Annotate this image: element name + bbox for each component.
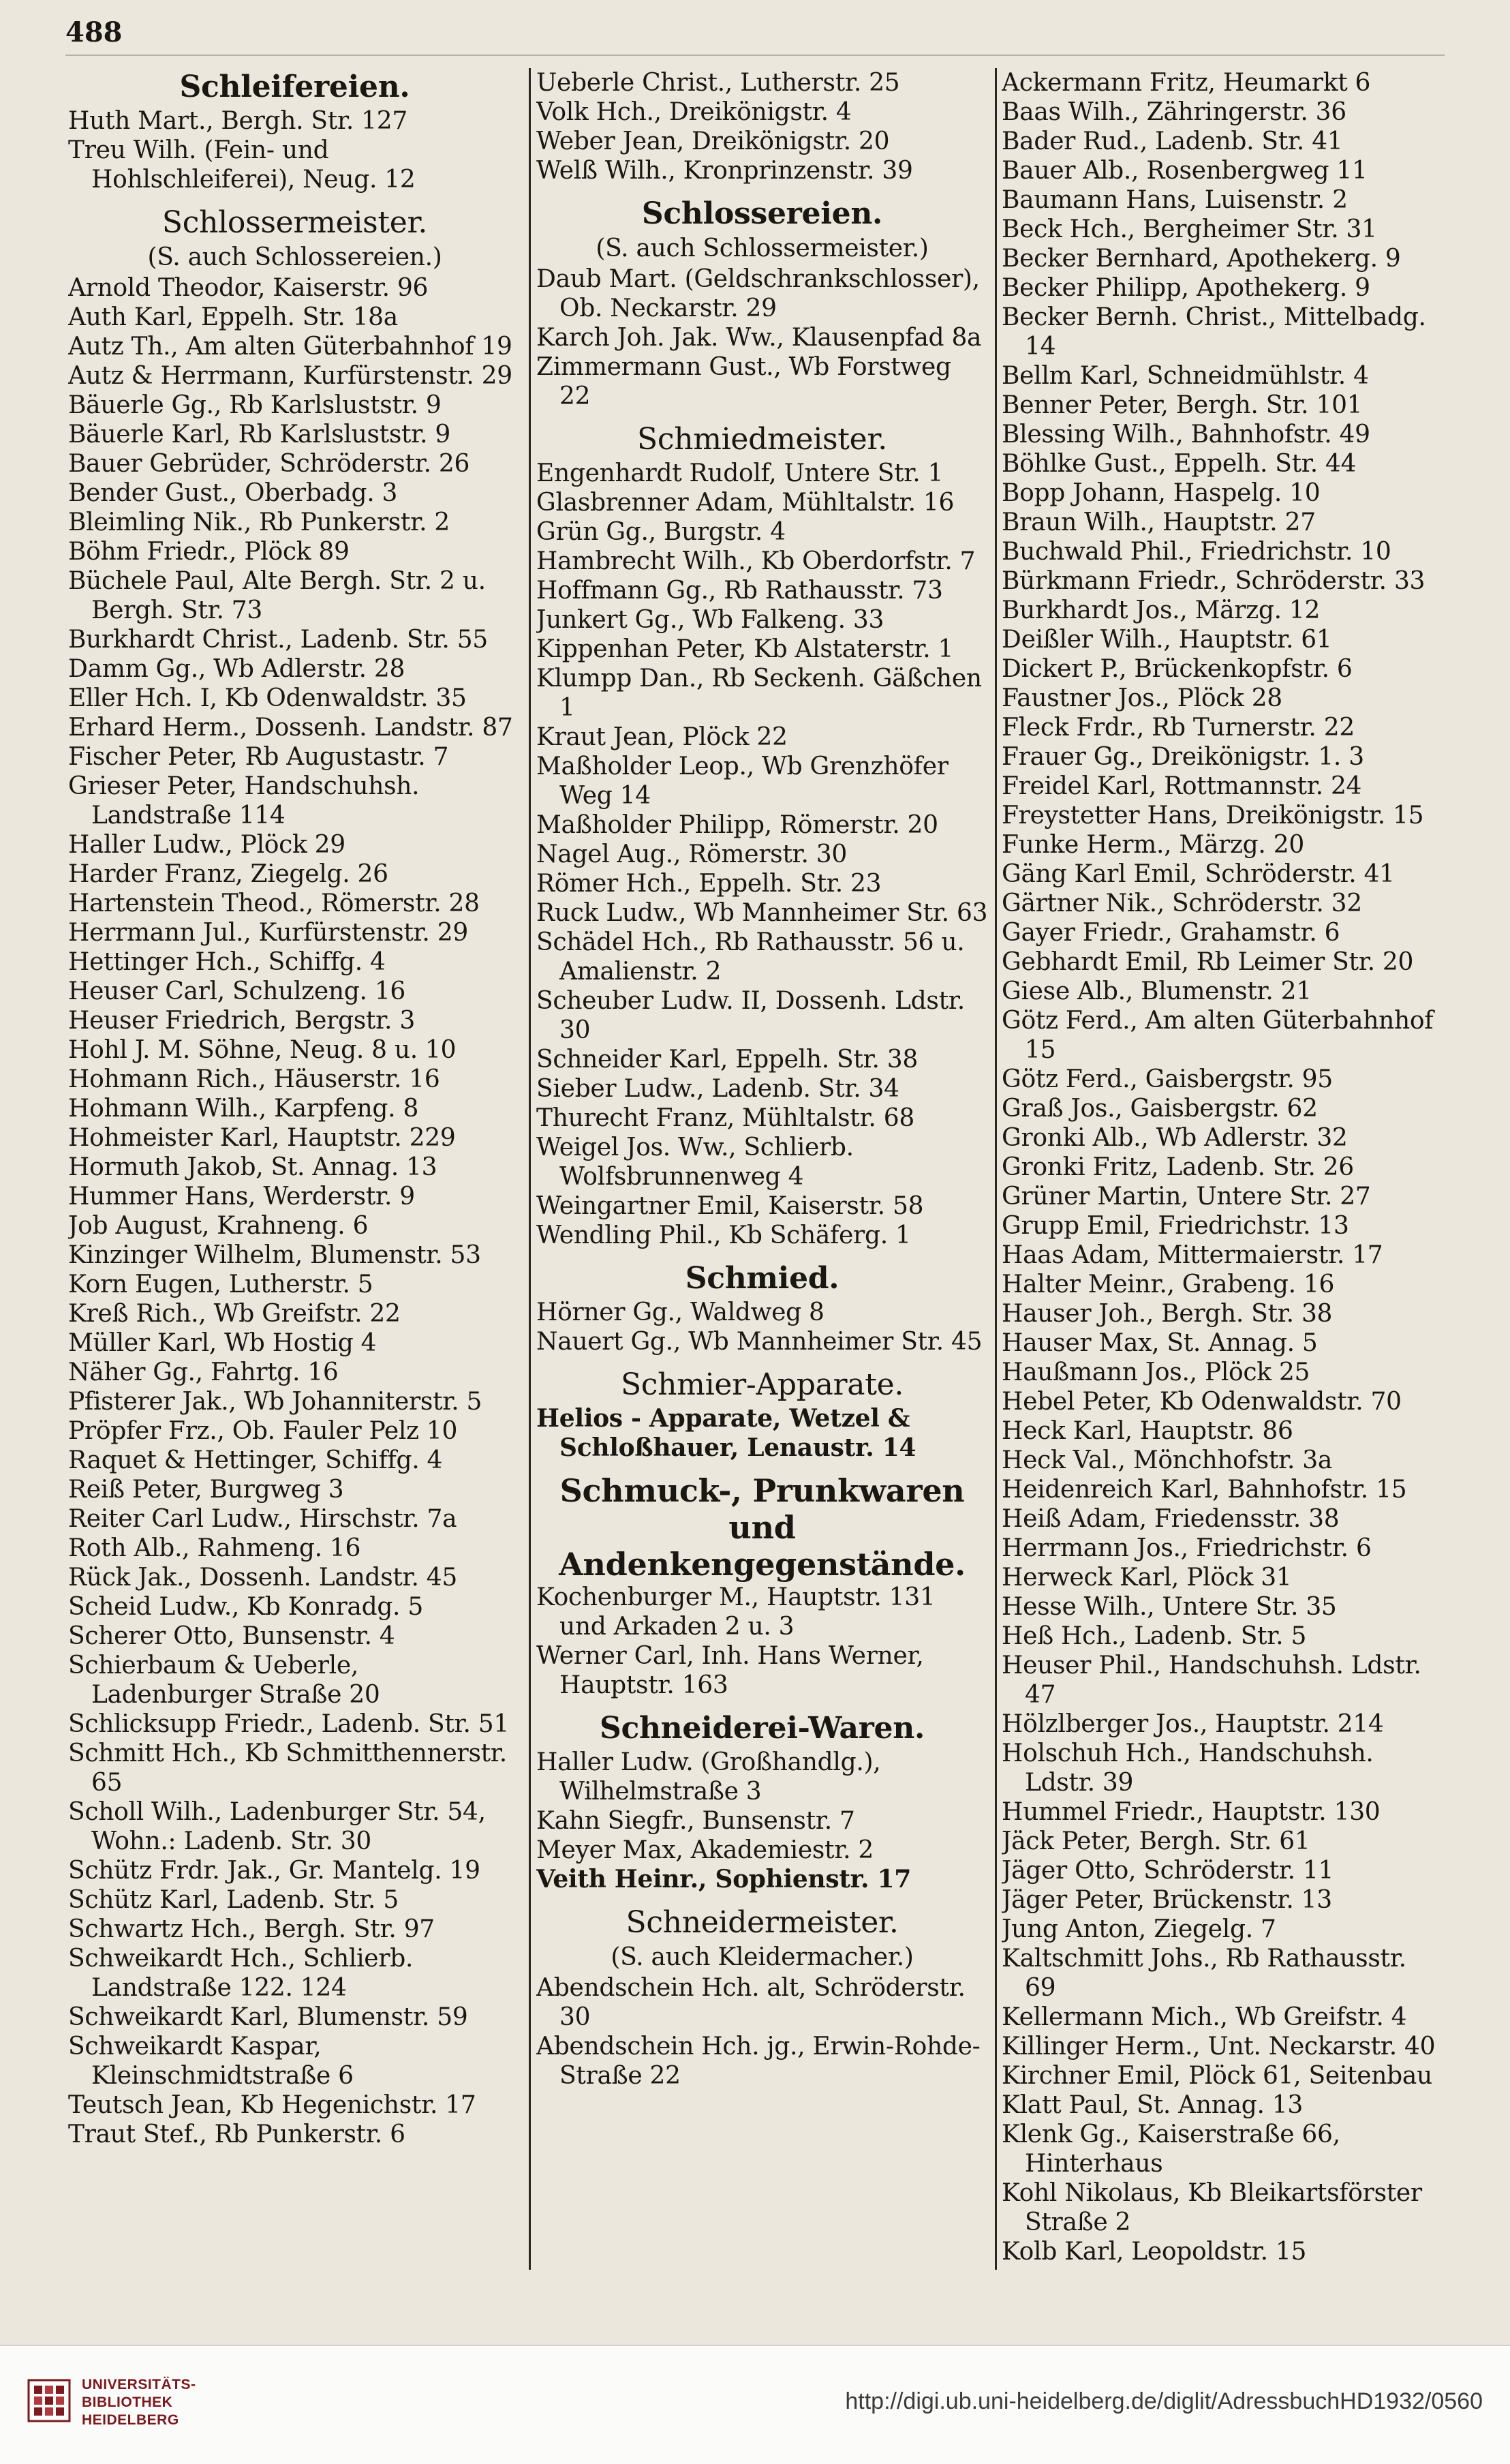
section-heading: Schneiderei-Waren. — [600, 1711, 925, 1746]
directory-entry: Arnold Theodor, Kaiserstr. 96 — [68, 274, 429, 302]
directory-entry: Hoffmann Gg., Rb Rathausstr. 73 — [536, 577, 943, 605]
directory-entry: Blessing Wilh., Bahnhofstr. 49 — [1002, 421, 1370, 448]
directory-entry: Dickert P., Brückenkopfstr. 6 — [1002, 655, 1353, 683]
directory-entry: Scherer Otto, Bunsenstr. 4 — [68, 1622, 395, 1650]
directory-entry: Heß Hch., Ladenb. Str. 5 — [1002, 1622, 1307, 1650]
directory-entry: Weingartner Emil, Kaiserstr. 58 — [536, 1192, 924, 1220]
page-number: 488 — [65, 16, 123, 48]
directory-entry: Baas Wilh., Zähringerstr. 36 — [1002, 98, 1346, 126]
directory-entry: Zimmermann Gust., Wb Forstweg 22 — [536, 353, 951, 410]
directory-entry: Götz Ferd., Am alten Güterbahnhof 15 — [1002, 1007, 1434, 1064]
directory-entry: Gärtner Nik., Schröderstr. 32 — [1002, 889, 1362, 917]
directory-entry: Werner Carl, Inh. Hans Werner, Hauptstr. 163 — [536, 1642, 924, 1699]
directory-entry: Rück Jak., Dossenh. Landstr. 45 — [68, 1564, 457, 1592]
directory-entry: Hesse Wilh., Untere Str. 35 — [1002, 1593, 1337, 1621]
directory-entry: Hohmann Rich., Häuserstr. 16 — [68, 1065, 440, 1093]
directory-entry: Jung Anton, Ziegelg. 7 — [1002, 1915, 1276, 1943]
directory-entry: Welß Wilh., Kronprinzenstr. 39 — [536, 157, 913, 185]
directory-entry: Huth Mart., Bergh. Str. 127 — [68, 107, 407, 135]
directory-entry: Heiß Adam, Friedensstr. 38 — [1002, 1505, 1340, 1533]
directory-entry: Haas Adam, Mittermaierstr. 17 — [1002, 1241, 1383, 1269]
directory-entry: Hauser Joh., Bergh. Str. 38 — [1002, 1300, 1333, 1328]
permalink-url[interactable]: http://digi.ub.uni-heidelberg.de/diglit/AdressbuchHD1932/0560 — [845, 2388, 1483, 2414]
directory-entry: Autz & Herrmann, Kurfürstenstr. 29 — [68, 362, 512, 390]
directory-entry: Korn Eugen, Lutherstr. 5 — [68, 1271, 373, 1298]
directory-entry: Römer Hch., Eppelh. Str. 23 — [536, 870, 882, 898]
directory-entry: Thurecht Franz, Mühltalstr. 68 — [536, 1104, 914, 1132]
directory-entry: Volk Hch., Dreikönigstr. 4 — [536, 98, 852, 126]
library-name-line-3: HEIDELBERG — [82, 2412, 179, 2428]
directory-entry: Näher Gg., Fahrtg. 16 — [68, 1358, 339, 1386]
directory-entry: Kaltschmitt Johs., Rb Rathausstr. 69 — [1002, 1945, 1406, 2002]
directory-entry: Fleck Frdr., Rb Turnerstr. 22 — [1002, 714, 1355, 742]
directory-entry: Hettinger Hch., Schiffg. 4 — [68, 948, 386, 976]
directory-entry: Hohl J. M. Söhne, Neug. 8 u. 10 — [68, 1036, 457, 1064]
directory-entry: Heidenreich Karl, Bahnhofstr. 15 — [1002, 1476, 1407, 1504]
directory-entry: Haller Ludw. (Großhandlg.), Wilhelmstraße 3 — [536, 1748, 881, 1806]
section-heading: Schmiedmeister. — [637, 422, 887, 457]
directory-entry: Maßholder Philipp, Römerstr. 20 — [536, 811, 938, 839]
directory-entry: Weigel Jos. Ww., Schlierb. Wolfsbrunnenweg 4 — [536, 1134, 854, 1191]
directory-entry: Fischer Peter, Rb Augustastr. 7 — [68, 743, 449, 771]
directory-entry: Kippenhan Peter, Kb Alstaterstr. 1 — [536, 635, 954, 663]
directory-entry: Bellm Karl, Schneidmühlstr. 4 — [1002, 362, 1369, 390]
directory-entry: Hambrecht Wilh., Kb Oberdorfstr. 7 — [536, 547, 976, 575]
directory-entry: Glasbrenner Adam, Mühltalstr. 16 — [536, 489, 955, 517]
directory-entry: Frauer Gg., Dreikönigstr. 1. 3 — [1002, 743, 1364, 771]
directory-entry: Wendling Phil., Kb Schäferg. 1 — [536, 1221, 911, 1249]
directory-entry: Gronki Fritz, Ladenb. Str. 26 — [1002, 1153, 1354, 1181]
column-divider-1 — [529, 68, 531, 2270]
directory-entry: Pröpfer Frz., Ob. Fauler Pelz 10 — [68, 1417, 458, 1445]
cross-reference-note: (S. auch Schlossermeister.) — [596, 234, 929, 262]
directory-entry: Roth Alb., Rahmeng. 16 — [68, 1534, 361, 1562]
library-name-line-1: UNIVERSITÄTS- — [82, 2377, 196, 2392]
directory-entry: Schneider Karl, Eppelh. Str. 38 — [536, 1046, 919, 1074]
directory-entry: Kochenburger M., Hauptstr. 131 und Arkaden 2 u. 3 — [536, 1583, 936, 1641]
directory-entry: Engenhardt Rudolf, Untere Str. 1 — [536, 459, 944, 487]
directory-entry: Auth Karl, Eppelh. Str. 18a — [68, 303, 398, 331]
directory-entry: Daub Mart. (Geldschrankschlosser), Ob. Neckarstr. 29 — [536, 265, 980, 322]
directory-entry: Schweikardt Karl, Blumenstr. 59 — [68, 2003, 468, 2031]
directory-entry: Schlicksupp Friedr., Ladenb. Str. 51 — [68, 1710, 509, 1738]
directory-entry: Treu Wilh. (Fein- und Hohlschleiferei), Neug. 12 — [68, 136, 416, 194]
directory-entry: Schütz Frdr. Jak., Gr. Mantelg. 19 — [68, 1857, 480, 1885]
directory-entry: Grün Gg., Burgstr. 4 — [536, 518, 786, 546]
directory-entry: Junkert Gg., Wb Falkeng. 33 — [536, 606, 884, 634]
directory-entry: Schierbaum & Ueberle, Ladenburger Straße 20 — [68, 1652, 380, 1709]
directory-entry: Heck Karl, Hauptstr. 86 — [1002, 1417, 1293, 1445]
directory-entry: Pfisterer Jak., Wb Johanniterstr. 5 — [68, 1388, 482, 1416]
library-name-line-2: BIBLIOTHEK — [82, 2394, 173, 2410]
section-heading: Schmuck-, Prunkwaren und Andenkengegenstände. — [559, 1472, 966, 1583]
directory-entry: Ruck Ludw., Wb Mannheimer Str. 63 — [536, 899, 988, 927]
directory-entry: Heuser Friedrich, Bergstr. 3 — [68, 1007, 415, 1035]
directory-entry: Freidel Karl, Rottmannstr. 24 — [1002, 772, 1362, 800]
directory-entry: Deißler Wilh., Hauptstr. 61 — [1002, 626, 1332, 654]
section-heading: Schlossermeister. — [161, 205, 428, 240]
directory-entry: Herweck Karl, Plöck 31 — [1002, 1564, 1292, 1592]
directory-entry: Graß Jos., Gaisbergstr. 62 — [1002, 1095, 1318, 1123]
directory-entry: Klenk Gg., Kaiserstraße 66, Hinterhaus — [1002, 2120, 1340, 2178]
directory-entry: Kahn Siegfr., Bunsenstr. 7 — [536, 1807, 855, 1835]
directory-entry: Ackermann Fritz, Heumarkt 6 — [1002, 69, 1371, 97]
directory-entry: Hormuth Jakob, St. Annag. 13 — [68, 1153, 437, 1181]
directory-entry: Abendschein Hch. jg., Erwin-Rohde-Straße 22 — [536, 2033, 981, 2090]
directory-entry: Jäger Otto, Schröderstr. 11 — [1002, 1857, 1334, 1885]
directory-entry: Raquet & Hettinger, Schiffg. 4 — [68, 1446, 443, 1474]
directory-column-3 — [1002, 68, 1445, 2290]
directory-entry: Heck Val., Mönchhofstr. 3a — [1002, 1446, 1333, 1474]
directory-entry: Grupp Emil, Friedrichstr. 13 — [1002, 1212, 1349, 1240]
directory-entry: Giese Alb., Blumenstr. 21 — [1002, 977, 1312, 1005]
directory-entry: Becker Bernhard, Apothekerg. 9 — [1002, 245, 1401, 273]
directory-entry: Halter Meinr., Grabeng. 16 — [1002, 1271, 1335, 1298]
directory-entry: Hörner Gg., Waldweg 8 — [536, 1298, 825, 1326]
directory-entry: Funke Herm., Märzg. 20 — [1002, 831, 1304, 859]
directory-entry: Abendschein Hch. alt, Schröderstr. 30 — [536, 1974, 966, 2031]
directory-entry: Harder Franz, Ziegelg. 26 — [68, 860, 388, 888]
directory-entry: Autz Th., Am alten Güterbahnhof 19 — [68, 333, 512, 361]
directory-entry: Kinzinger Wilhelm, Blumenstr. 53 — [68, 1241, 481, 1269]
directory-entry: Hohmeister Karl, Hauptstr. 229 — [68, 1124, 456, 1152]
directory-entry: Grüner Martin, Untere Str. 27 — [1002, 1183, 1371, 1211]
directory-column-1 — [68, 68, 521, 2290]
directory-entry: Bleimling Nik., Rb Punkerstr. 2 — [68, 508, 450, 536]
directory-entry: Jäck Peter, Bergh. Str. 61 — [1002, 1827, 1310, 1855]
directory-entry: Haller Ludw., Plöck 29 — [68, 831, 345, 859]
cross-reference-note: (S. auch Schlossereien.) — [147, 243, 442, 271]
directory-entry: Bauer Alb., Rosenbergweg 11 — [1002, 157, 1368, 185]
directory-entry: Hölzlberger Jos., Hauptstr. 214 — [1002, 1710, 1384, 1738]
directory-entry: Schädel Hch., Rb Rathausstr. 56 u. Amalienstr. 2 — [536, 928, 965, 986]
section-heading: Schlossereien. — [641, 196, 883, 231]
directory-entry: Freystetter Hans, Dreikönigstr. 15 — [1002, 802, 1424, 830]
directory-entry: Bender Gust., Oberbadg. 3 — [68, 479, 398, 507]
section-heading: Schmied. — [685, 1261, 839, 1296]
directory-entry: Kirchner Emil, Plöck 61, Seitenbau — [1002, 2062, 1432, 2090]
directory-entry: Kraut Jean, Plöck 22 — [536, 723, 788, 751]
directory-entry: Meyer Max, Akademiestr. 2 — [536, 1836, 874, 1864]
directory-entry: Bürkmann Friedr., Schröderstr. 33 — [1002, 567, 1426, 595]
directory-entry: Hohmann Wilh., Karpfeng. 8 — [68, 1095, 419, 1123]
directory-entry: Jäger Peter, Brückenstr. 13 — [1002, 1886, 1332, 1914]
directory-entry: Bäuerle Gg., Rb Karlsluststr. 9 — [68, 391, 442, 419]
directory-entry: Grieser Peter, Handschuhsh. Landstraße 114 — [68, 772, 420, 830]
directory-entry: Holschuh Hch., Handschuhsh. Ldstr. 39 — [1002, 1739, 1374, 1797]
directory-entry: Schütz Karl, Ladenb. Str. 5 — [68, 1886, 399, 1914]
directory-entry: Beck Hch., Bergheimer Str. 31 — [1002, 215, 1377, 243]
directory-entry: Damm Gg., Wb Adlerstr. 28 — [68, 655, 405, 683]
directory-entry: Killinger Herm., Unt. Neckarstr. 40 — [1002, 2033, 1436, 2060]
directory-entry: Reiter Carl Ludw., Hirschstr. 7a — [68, 1505, 457, 1533]
top-rule — [65, 55, 1445, 56]
directory-entry: Karch Joh. Jak. Ww., Klausenpfad 8a — [536, 324, 982, 352]
directory-entry: Maßholder Leop., Wb Grenzhöfer Weg 14 — [536, 752, 949, 810]
directory-entry: Klatt Paul, St. Annag. 13 — [1002, 2091, 1303, 2119]
directory-entry: Heuser Carl, Schulzeng. 16 — [68, 977, 406, 1005]
directory-entry: Eller Hch. I, Kb Odenwaldstr. 35 — [68, 684, 467, 712]
directory-entry: Scheid Ludw., Kb Konradg. 5 — [68, 1593, 423, 1621]
directory-entry: Schmitt Hch., Kb Schmitthennerstr. 65 — [68, 1739, 507, 1797]
directory-entry: Becker Philipp, Apothekerg. 9 — [1002, 274, 1370, 302]
directory-entry: Teutsch Jean, Kb Hegenichstr. 17 — [68, 2091, 476, 2119]
directory-entry: Hummel Friedr., Hauptstr. 130 — [1002, 1798, 1381, 1826]
section-heading: Schmier-Apparate. — [620, 1367, 904, 1402]
directory-entry: Scholl Wilh., Ladenburger Str. 54, Wohn.: Ladenb. Str. 30 — [68, 1798, 486, 1855]
directory-entry: Schweikardt Hch., Schlierb. Landstraße 122. 124 — [68, 1945, 414, 2002]
directory-entry: Becker Bernh. Christ., Mittelbadg. 14 — [1002, 303, 1426, 361]
directory-entry: Hauser Max, St. Annag. 5 — [1002, 1329, 1318, 1357]
directory-entry: Herrmann Jul., Kurfürstenstr. 29 — [68, 919, 468, 947]
directory-entry: Götz Ferd., Gaisbergstr. 95 — [1002, 1065, 1333, 1093]
directory-entry: Benner Peter, Bergh. Str. 101 — [1002, 391, 1363, 419]
directory-entry: Böhlke Gust., Eppelh. Str. 44 — [1002, 450, 1357, 478]
directory-entry: Hartenstein Theod., Römerstr. 28 — [68, 889, 480, 917]
directory-entry: Schweikardt Kaspar, Kleinschmidtstraße 6 — [68, 2033, 354, 2090]
directory-column-2 — [536, 68, 988, 2290]
directory-entry: Burkhardt Jos., Märzg. 12 — [1002, 596, 1321, 624]
directory-entry: Sieber Ludw., Ladenb. Str. 34 — [536, 1075, 899, 1103]
directory-entry: Job August, Krahneng. 6 — [68, 1212, 369, 1240]
viewer-footer — [0, 2345, 1510, 2464]
directory-entry: Heuser Phil., Handschuhsh. Ldstr. 47 — [1002, 1652, 1421, 1709]
section-heading: Schleifereien. — [179, 70, 410, 104]
directory-entry: Nauert Gg., Wb Mannheimer Str. 45 — [536, 1328, 983, 1356]
directory-entry: Gebhardt Emil, Rb Leimer Str. 20 — [1002, 948, 1414, 976]
directory-entry: Haußmann Jos., Plöck 25 — [1002, 1358, 1310, 1386]
directory-entry: Hummer Hans, Werderstr. 9 — [68, 1183, 415, 1211]
directory-entry: Kellermann Mich., Wb Greifstr. 4 — [1002, 2003, 1407, 2031]
directory-entry: Faustner Jos., Plöck 28 — [1002, 684, 1282, 712]
cross-reference-note: (S. auch Kleidermacher.) — [611, 1943, 914, 1971]
directory-entry: Gayer Friedr., Grahamstr. 6 — [1002, 919, 1340, 947]
directory-entry: Traut Stef., Rb Punkerstr. 6 — [68, 2120, 405, 2148]
directory-entry: Schwartz Hch., Bergh. Str. 97 — [68, 1915, 435, 1943]
directory-entry: Reiß Peter, Burgweg 3 — [68, 1476, 344, 1504]
directory-entry: Erhard Herm., Dossenh. Landstr. 87 — [68, 714, 513, 742]
directory-entry: Veith Heinr., Sophienstr. 17 — [536, 1865, 912, 1893]
directory-entry: Bader Rud., Ladenb. Str. 41 — [1002, 127, 1343, 155]
directory-entry: Böhm Friedr., Plöck 89 — [68, 538, 350, 566]
directory-entry: Kohl Nikolaus, Kb Bleikartsförster Straße 2 — [1002, 2179, 1422, 2236]
directory-entry: Bauer Gebrüder, Schröderstr. 26 — [68, 450, 470, 478]
directory-entry: Buchwald Phil., Friedrichstr. 10 — [1002, 538, 1391, 566]
directory-entry: Büchele Paul, Alte Bergh. Str. 2 u. Bergh. Str. 73 — [68, 567, 486, 624]
directory-entry: Scheuber Ludw. II, Dossenh. Ldstr. 30 — [536, 987, 965, 1044]
library-name[interactable] — [82, 2376, 196, 2429]
directory-entry: Braun Wilh., Hauptstr. 27 — [1002, 508, 1316, 536]
directory-entry: Hebel Peter, Kb Odenwaldstr. 70 — [1002, 1388, 1402, 1416]
library-logo-icon[interactable] — [27, 2379, 71, 2422]
directory-entry: Klumpp Dan., Rb Seckenh. Gäßchen 1 — [536, 665, 982, 722]
directory-entry: Bäuerle Karl, Rb Karlsluststr. 9 — [68, 421, 451, 448]
directory-entry: Burkhardt Christ., Ladenb. Str. 55 — [68, 626, 488, 654]
directory-entry: Gronki Alb., Wb Adlerstr. 32 — [1002, 1124, 1348, 1152]
directory-entry: Müller Karl, Wb Hostig 4 — [68, 1329, 377, 1357]
directory-entry: Weber Jean, Dreikönigstr. 20 — [536, 127, 890, 155]
directory-entry: Herrmann Jos., Friedrichstr. 6 — [1002, 1534, 1372, 1562]
directory-entry: Baumann Hans, Luisenstr. 2 — [1002, 186, 1348, 214]
section-heading: Schneidermeister. — [626, 1905, 899, 1940]
directory-entry: Helios - Apparate, Wetzel & Schloßhauer, Lenaustr. 14 — [536, 1404, 916, 1462]
directory-entry: Ueberle Christ., Lutherstr. 25 — [536, 69, 900, 97]
directory-entry: Gäng Karl Emil, Schröderstr. 41 — [1002, 860, 1395, 888]
directory-entry: Kolb Karl, Leopoldstr. 15 — [1002, 2238, 1307, 2266]
column-divider-2 — [995, 68, 997, 2270]
directory-entry: Bopp Johann, Haspelg. 10 — [1002, 479, 1321, 507]
directory-entry: Nagel Aug., Römerstr. 30 — [536, 840, 847, 868]
directory-entry: Kreß Rich., Wb Greifstr. 22 — [68, 1300, 401, 1328]
